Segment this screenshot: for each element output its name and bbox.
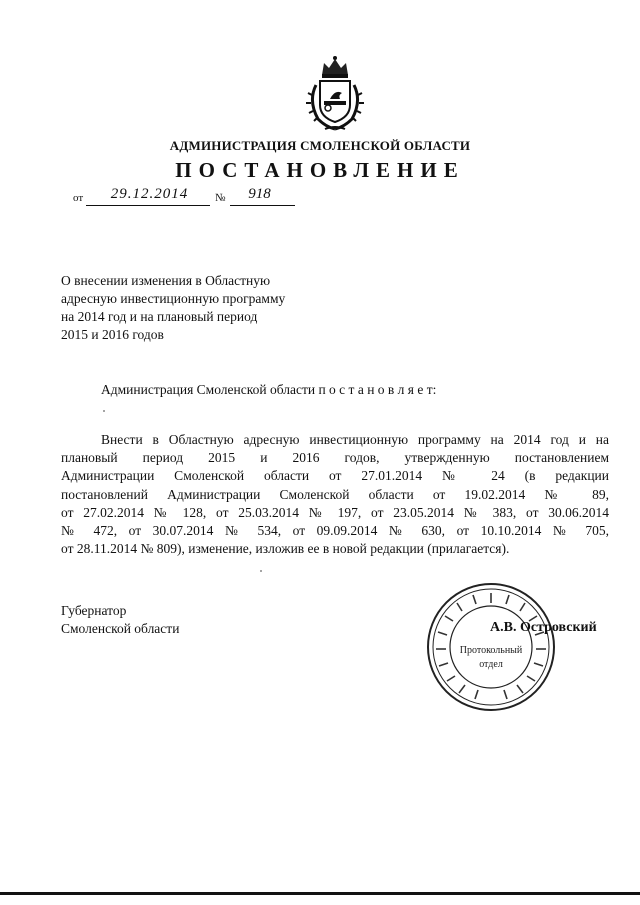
page-bottom-rule [0, 892, 640, 895]
body-line: Внести в Областную адресную инвестиционную программу на 2014 год и на [101, 432, 609, 447]
scan-speck [103, 410, 105, 412]
signer-title-line: Смоленской области [61, 621, 180, 636]
preamble: Администрация Смоленской области п о с т а н о в л я е т: [101, 382, 437, 397]
subject-line: на 2014 год и на плановый период [61, 309, 258, 324]
subject-line: 2015 и 2016 годов [61, 327, 164, 342]
date-underline [86, 205, 210, 206]
document-date-handwritten: 29.12.2014 [110, 186, 189, 202]
seal-center-line: Протокольный [459, 645, 523, 656]
round-office-seal-icon [425, 581, 557, 713]
number-underline [230, 205, 295, 206]
signer-title-line: Губернатор [61, 603, 127, 618]
document-type-title: ПОСТАНОВЛЕНИЕ [175, 158, 465, 182]
body-line: плановый период 2015 и 2016 годов, утвержденную постановлением [61, 450, 609, 466]
scan-speck [260, 570, 262, 572]
body-line: постановлений Администрации Смоленской области от 19.02.2014 № 89, [61, 486, 609, 502]
body-line: от 27.02.2014 № 128, от 25.03.2014 № 197, от 23.05.2014 № 383, от 30.06.2014 [61, 504, 609, 520]
document-subject [61, 272, 285, 344]
body-line: № 472, от 30.07.2014 № 534, от 09.09.2014 № 630, от 10.10.2014 № 705, [61, 523, 609, 539]
subject-line: О внесении изменения в Областную [61, 273, 271, 288]
decree-body [61, 431, 609, 558]
signer-title [61, 602, 179, 638]
body-line: Администрации Смоленской области от 27.01.2014 № 24 (в редакции [61, 468, 609, 484]
body-line: от 28.11.2014 № 809), изменение, изложив ее в новой редакции (прилагается). [61, 541, 510, 557]
smolensk-coat-of-arms-icon [300, 55, 370, 133]
org-name: АДМИНИСТРАЦИЯ СМОЛЕНСКОЙ ОБЛАСТИ [169, 138, 471, 153]
document-number-handwritten: 918 [248, 186, 271, 202]
number-prefix: № [215, 192, 226, 204]
signer-name: А.В. Островский [490, 620, 597, 635]
date-prefix: от [73, 192, 84, 204]
subject-line: адресную инвестиционную программу [61, 291, 286, 306]
seal-center-line: отдел [479, 659, 503, 670]
